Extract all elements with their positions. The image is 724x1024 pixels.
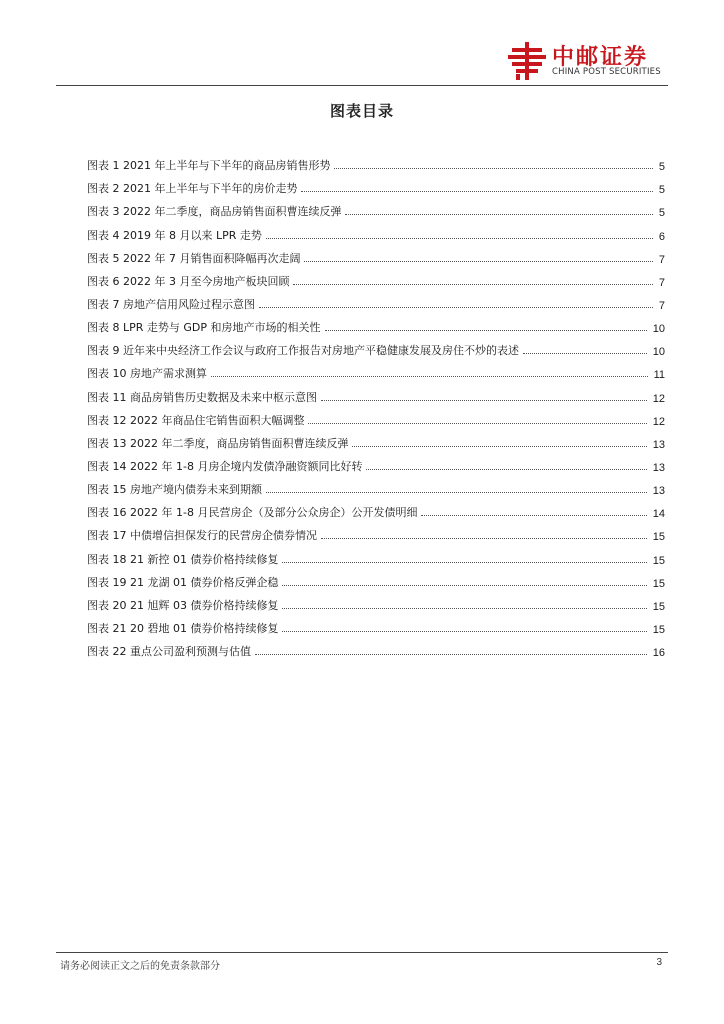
toc-dot-leader [321, 400, 647, 401]
toc-entry-label: 图表 12 2022 年商品住宅销售面积大幅调整 [87, 413, 305, 427]
toc-entry[interactable] [87, 335, 665, 358]
toc-entry[interactable] [87, 312, 665, 335]
company-logo [508, 40, 668, 80]
toc-entry-page: 5 [658, 161, 665, 174]
toc-entry-page: 15 [652, 531, 665, 544]
toc-entry-page: 5 [658, 207, 665, 220]
toc-entry[interactable] [87, 428, 665, 451]
toc-entry-label: 图表 20 21 旭辉 03 债券价格持续修复 [87, 598, 279, 612]
toc-entry[interactable] [87, 196, 665, 219]
toc-entry-label: 图表 9 近年来中央经济工作会议与政府工作报告对房地产平稳健康发展及房住不炒的表述 [87, 344, 519, 358]
toc-dot-leader [255, 654, 647, 655]
toc-entry-page: 15 [652, 554, 665, 567]
toc-dot-leader [266, 238, 653, 239]
toc-entry[interactable] [87, 381, 665, 404]
toc-entry-label: 图表 1 2021 年上半年与下半年的商品房销售形势 [87, 159, 331, 173]
toc-entry-page: 13 [652, 485, 665, 498]
toc-entry-page: 12 [652, 392, 665, 405]
toc-entry[interactable] [87, 266, 665, 289]
toc-entry[interactable] [87, 358, 665, 381]
toc-entry-page: 14 [652, 508, 665, 521]
toc-dot-leader [352, 446, 646, 447]
toc-dot-leader [304, 261, 652, 262]
toc-entry-page: 15 [652, 577, 665, 590]
toc-entry[interactable] [87, 567, 665, 590]
toc-entry[interactable] [87, 173, 665, 196]
toc-entry-label: 图表 22 重点公司盈利预测与估值 [87, 645, 251, 659]
toc-entry-label: 图表 19 21 龙湖 01 债券价格反弹企稳 [87, 575, 279, 589]
toc-entry[interactable] [87, 451, 665, 474]
toc-entry-page: 7 [658, 299, 665, 312]
toc-entry-page: 13 [652, 438, 665, 451]
logo-chinese-name: 中邮证券 [552, 45, 649, 70]
toc-entry-label: 图表 5 2022 年 7 月销售面积降幅再次走阔 [87, 251, 301, 265]
toc-entry[interactable] [87, 520, 665, 543]
toc-dot-leader [282, 608, 646, 609]
toc-entry-page: 6 [658, 230, 665, 243]
toc-entry-label: 图表 10 房地产需求测算 [87, 367, 207, 381]
toc-entry-label: 图表 13 2022 年二季度，商品房销售面积曹连续反弹 [87, 436, 349, 450]
toc-entry-page: 10 [652, 346, 665, 359]
toc-entry-label: 图表 11 商品房销售历史数据及未来中枢示意图 [87, 390, 317, 404]
toc-dot-leader [523, 353, 647, 354]
toc-entry-page: 15 [652, 623, 665, 636]
toc-entry[interactable] [87, 219, 665, 242]
toc-dot-leader [421, 515, 646, 516]
toc-entry-label: 图表 17 中债增信担保发行的民营房企债券情况 [87, 529, 317, 543]
toc-dot-leader [282, 562, 646, 563]
footer-page-number: 3 [656, 957, 662, 968]
toc-entry-label: 图表 3 2022 年二季度，商品房销售面积曹连续反弹 [87, 205, 342, 219]
toc-entry-page: 5 [658, 184, 665, 197]
toc-entry-page: 11 [653, 369, 665, 382]
toc-dot-leader [301, 191, 652, 192]
logo-english-name: CHINA POST SECURITIES [552, 67, 661, 77]
toc-entry-label: 图表 6 2022 年 3 月至今房地产板块回顾 [87, 274, 290, 288]
toc-entry-page: 10 [652, 323, 665, 336]
toc-entry-label: 图表 14 2022 年 1-8 月房企境内发债净融资额同比好转 [87, 459, 363, 473]
toc-entry[interactable] [87, 613, 665, 636]
toc-entry[interactable] [87, 497, 665, 520]
toc-title: 图表目录 [329, 102, 394, 120]
toc-dot-leader [366, 469, 646, 470]
toc-entry[interactable] [87, 405, 665, 428]
toc-entry[interactable] [87, 243, 665, 266]
toc-entry-label: 图表 21 20 碧地 01 债券价格持续修复 [87, 621, 279, 635]
toc-entry-label: 图表 8 LPR 走势与 GDP 和房地产市场的相关性 [87, 321, 321, 335]
footer-divider [56, 952, 668, 953]
toc-entry-label: 图表 4 2019 年 8 月以来 LPR 走势 [87, 228, 262, 242]
toc-dot-leader [266, 492, 647, 493]
toc-dot-leader [259, 307, 653, 308]
toc-dot-leader [345, 214, 652, 215]
footer-disclaimer: 请务必阅读正文之后的免责条款部分 [60, 961, 220, 972]
toc-dot-leader [334, 168, 652, 169]
toc-entry-label: 图表 18 21 新控 01 债券价格持续修复 [87, 552, 279, 566]
toc-entry[interactable] [87, 474, 665, 497]
toc-dot-leader [293, 284, 652, 285]
toc-entry-label: 图表 2 2021 年上半年与下半年的房价走势 [87, 182, 298, 196]
toc-dot-leader [282, 631, 646, 632]
toc-dot-leader [308, 423, 646, 424]
toc-entry[interactable] [87, 543, 665, 566]
toc-entry-page: 16 [652, 647, 665, 660]
toc-entry-page: 7 [658, 276, 665, 289]
toc-entry-page: 15 [652, 600, 665, 613]
toc-entry-label: 图表 7 房地产信用风险过程示意图 [87, 297, 255, 311]
toc-entry[interactable] [87, 289, 665, 312]
china-post-logo-icon [508, 42, 546, 80]
toc-dot-leader [325, 330, 647, 331]
toc-dot-leader [321, 538, 647, 539]
toc-entry-label: 图表 15 房地产境内债券未来到期额 [87, 483, 262, 497]
toc-dot-leader [211, 376, 648, 377]
toc-entry-page: 12 [652, 415, 665, 428]
toc-dot-leader [282, 585, 646, 586]
toc-list [87, 150, 665, 659]
toc-entry-page: 13 [652, 461, 665, 474]
toc-entry-label: 图表 16 2022 年 1-8 月民营房企（及部分公众房企）公开发债明细 [87, 506, 418, 520]
toc-entry[interactable] [87, 150, 665, 173]
toc-entry[interactable] [87, 636, 665, 659]
header-divider [56, 85, 668, 86]
toc-entry-page: 7 [658, 253, 665, 266]
toc-entry[interactable] [87, 590, 665, 613]
